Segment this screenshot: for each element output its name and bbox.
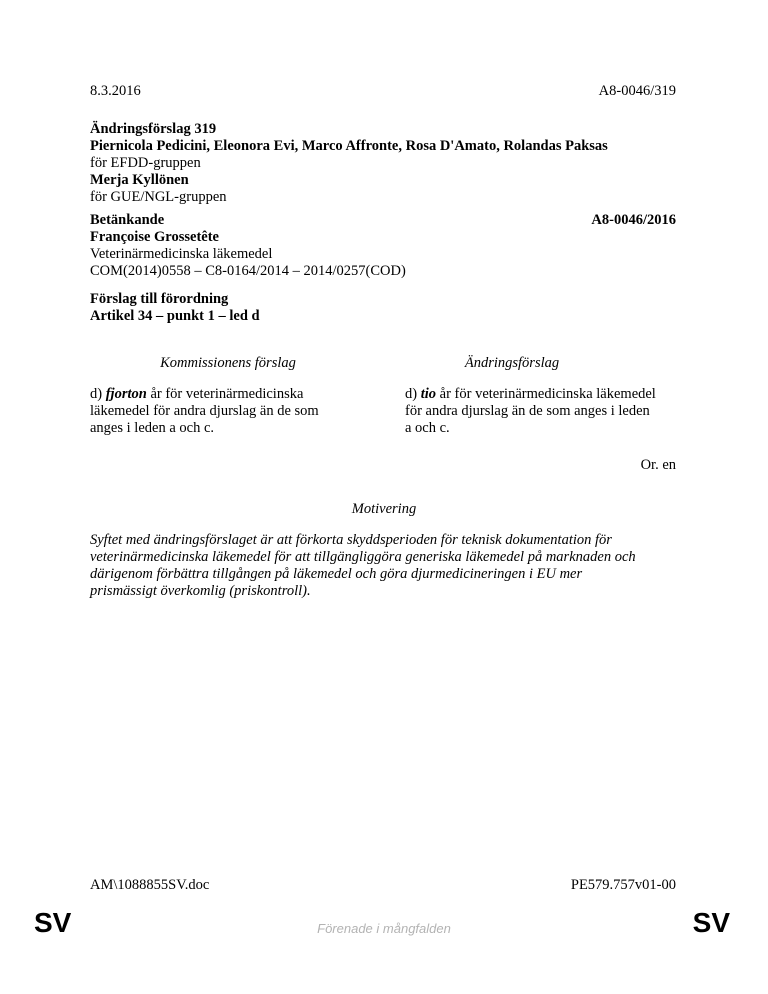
emphasized-text: fjorton [105,386,147,402]
amendment-block [90,121,608,206]
document-reference: A8-0046/319 [598,83,676,99]
amendment-author: Merja Kyllönen [90,172,189,188]
document-date: 8.3.2016 [90,83,141,99]
footer-file-name: AM\1088855SV.doc [90,877,210,893]
eu-motto: Förenade i mångfalden [317,921,451,936]
footer-pe-reference: PE579.757v01-00 [570,877,676,893]
political-group: för EFDD-gruppen [90,155,201,171]
procedure-reference: COM(2014)0558 – C8-0164/2014 – 2014/0257(COD) [90,263,406,279]
amendment-heading: Ändringsförslag [464,355,560,371]
language-code-right: SV [692,907,730,938]
text-line: läkemedel för andra djurslag än de som [90,403,319,419]
text-line: anges i leden a och c. [90,420,215,436]
justification-line: Syftet med ändringsförslaget är att förkorta skyddsperioden för teknisk dokumentation för [90,532,612,548]
proposal-title: Förslag till förordning [90,291,229,307]
justification-line: därigenom förbättra tillgången på läkemedel och göra djurmedicineringen i EU mer [90,566,583,582]
justification-text [90,532,690,600]
rapporteur-name: Françoise Grossetête [90,229,219,245]
article-reference: Artikel 34 – punkt 1 – led d [90,308,260,324]
text-prefix: d) [90,386,106,402]
text-prefix: d) [405,386,421,402]
commission-proposal-text [90,386,390,437]
commission-proposal-heading: Kommissionens förslag [160,355,296,371]
text-line: a och c. [405,420,450,436]
emphasized-text: tio [420,386,437,402]
text-segment: år för veterinärmedicinska läkemedel [436,386,656,402]
justification-line: veterinärmedicinska läkemedel för att tillgängliggöra generiska läkemedel på marknaden och [90,549,636,565]
proposal-block [90,291,260,325]
report-subject: Veterinärmedicinska läkemedel [90,246,273,262]
report-reference: A8-0046/2016 [591,212,676,228]
amendment-text [405,386,705,437]
text-line: för andra djurslag än de som anges i leden [405,403,650,419]
amendment-title: Ändringsförslag 319 [90,121,217,137]
text-segment: år för veterinärmedicinska [146,386,304,402]
report-label: Betänkande [90,212,165,228]
amendment-authors: Piernicola Pedicini, Eleonora Evi, Marco Affronte, Rosa D'Amato, Rolandas Paksas [90,138,608,154]
language-code-left: SV [34,907,72,938]
political-group: för GUE/NGL-gruppen [90,189,227,205]
justification-title: Motivering [351,501,417,517]
original-language: Or. en [640,457,676,473]
report-block [90,212,406,280]
justification-line: prismässigt överkomlig (priskontroll). [90,583,311,599]
